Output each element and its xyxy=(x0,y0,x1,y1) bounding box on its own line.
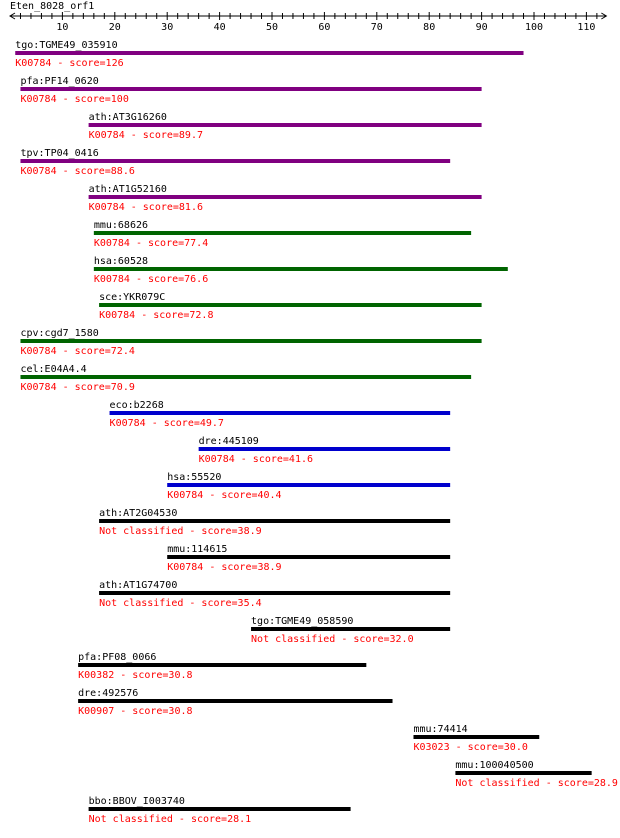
ruler-tick-label: 60 xyxy=(318,22,331,33)
hit-ko-score-link[interactable]: K00784 - score=40.4 xyxy=(167,490,282,501)
hit-ko-score-link[interactable]: K00784 - score=70.9 xyxy=(20,382,135,393)
hit-ko-score-link[interactable]: K00907 - score=30.8 xyxy=(78,706,193,717)
hit-ko-score-link[interactable]: K00784 - score=77.4 xyxy=(93,238,209,249)
hit-alignment-bar[interactable] xyxy=(99,519,450,523)
hit-row xyxy=(413,724,539,753)
hit-alignment-bar[interactable] xyxy=(99,303,482,307)
ruler-tick-label: 110 xyxy=(577,22,596,33)
hit-gene-name: tgo:TGME49_035910 xyxy=(15,40,118,51)
hit-row xyxy=(94,256,508,285)
hit-row xyxy=(167,544,450,573)
hit-gene-name: mmu:74414 xyxy=(413,724,468,735)
hit-alignment-bar[interactable] xyxy=(78,663,366,667)
hit-row xyxy=(89,112,482,141)
hit-ko-score-link[interactable]: K00784 - score=81.6 xyxy=(88,202,203,213)
hit-gene-name: pfa:PF14_0620 xyxy=(20,76,99,87)
hit-ko-score-link[interactable]: K00784 - score=72.4 xyxy=(20,346,135,357)
hit-gene-name: dre:445109 xyxy=(198,436,259,447)
hit-row xyxy=(167,472,450,501)
ruler-tick-label: 10 xyxy=(56,22,69,33)
hit-ko-score-link[interactable]: Not classified - score=28.1 xyxy=(88,814,252,825)
hit-gene-name: ath:AT1G52160 xyxy=(88,184,167,195)
hit-alignment-bar[interactable] xyxy=(20,87,481,91)
ruler-tick-label: 100 xyxy=(524,22,544,33)
hit-alignment-bar[interactable] xyxy=(94,231,471,235)
hit-alignment-bar[interactable] xyxy=(167,555,450,559)
ruler-tick-label: 30 xyxy=(161,22,174,33)
hit-ko-score-link[interactable]: K00784 - score=41.6 xyxy=(198,454,314,465)
hit-alignment-bar[interactable] xyxy=(167,483,450,487)
hit-gene-name: sce:YKR079C xyxy=(99,292,166,303)
hit-alignment-bar[interactable] xyxy=(15,51,523,55)
hit-list xyxy=(15,40,618,825)
hit-alignment-bar[interactable] xyxy=(89,807,351,811)
hit-gene-name: ath:AT1G74700 xyxy=(99,580,178,591)
hit-row xyxy=(20,328,481,357)
hit-row xyxy=(99,580,450,609)
hit-row xyxy=(251,616,450,645)
hit-row xyxy=(15,40,523,69)
ruler-tick-label: 20 xyxy=(108,22,121,33)
hit-gene-name: ath:AT2G04530 xyxy=(99,508,178,519)
hit-gene-name: tgo:TGME49_058590 xyxy=(251,616,354,627)
hit-ko-score-link[interactable]: Not classified - score=28.9 xyxy=(455,778,618,789)
hit-alignment-bar[interactable] xyxy=(20,159,450,163)
hit-row xyxy=(78,688,392,717)
hit-ko-score-link[interactable]: Not classified - score=32.0 xyxy=(251,634,414,645)
hit-row xyxy=(78,652,366,681)
hit-gene-name: hsa:60528 xyxy=(93,256,149,267)
hit-gene-name: mmu:100040500 xyxy=(455,760,534,771)
ruler-tick-label: 70 xyxy=(370,22,383,33)
ruler-tick-label: 40 xyxy=(213,22,226,33)
hit-gene-name: tpv:TP04_0416 xyxy=(20,148,99,159)
hit-row xyxy=(20,76,481,105)
hit-alignment-bar[interactable] xyxy=(251,627,450,631)
hit-gene-name: hsa:55520 xyxy=(167,472,222,483)
query-name: Eten_8028_orf1 xyxy=(10,1,95,12)
hit-gene-name: cpv:cgd7_1580 xyxy=(20,328,99,339)
hit-alignment-bar[interactable] xyxy=(20,375,471,379)
hit-gene-name: mmu:68626 xyxy=(93,220,149,231)
hit-row xyxy=(20,364,471,393)
position-ruler xyxy=(10,12,606,33)
hit-gene-name: eco:b2268 xyxy=(109,400,164,411)
ruler-tick-label: 80 xyxy=(423,22,436,33)
hit-ko-score-link[interactable]: K00784 - score=100 xyxy=(20,94,129,105)
hit-row xyxy=(455,760,618,789)
hit-ko-score-link[interactable]: Not classified - score=35.4 xyxy=(99,598,262,609)
hit-alignment-bar[interactable] xyxy=(94,267,508,271)
ruler-tick-label: 50 xyxy=(265,22,279,33)
hit-gene-name: cel:E04A4.4 xyxy=(20,364,87,375)
hit-ko-score-link[interactable]: Not classified - score=38.9 xyxy=(99,526,262,537)
hit-row xyxy=(199,436,451,465)
hit-gene-name: pfa:PF08_0066 xyxy=(78,652,157,663)
hit-row xyxy=(94,220,471,249)
hit-row xyxy=(99,292,482,321)
hit-ko-score-link[interactable]: K00784 - score=88.6 xyxy=(20,166,135,177)
hit-alignment-bar[interactable] xyxy=(20,339,481,343)
hit-alignment-bar[interactable] xyxy=(99,591,450,595)
hit-ko-score-link[interactable]: K03023 - score=30.0 xyxy=(413,742,528,753)
hit-alignment-bar[interactable] xyxy=(89,195,482,199)
hit-alignment-bar[interactable] xyxy=(89,123,482,127)
hit-gene-name: dre:492576 xyxy=(78,688,139,699)
hit-gene-name: ath:AT3G16260 xyxy=(88,112,167,123)
hit-row xyxy=(89,796,351,825)
hit-alignment-bar[interactable] xyxy=(199,447,451,451)
hit-alignment-bar[interactable] xyxy=(110,411,451,415)
ruler-tick-label: 90 xyxy=(475,22,488,33)
hit-row xyxy=(99,508,450,537)
hit-row xyxy=(110,400,451,429)
hit-row xyxy=(20,148,450,177)
hit-ko-score-link[interactable]: K00784 - score=76.6 xyxy=(93,274,209,285)
hit-ko-score-link[interactable]: K00382 - score=30.8 xyxy=(78,670,193,681)
hit-ko-score-link[interactable]: K00784 - score=72.8 xyxy=(99,310,214,321)
hit-alignment-bar[interactable] xyxy=(413,735,539,739)
hit-gene-name: mmu:114615 xyxy=(167,544,228,555)
hit-ko-score-link[interactable]: K00784 - score=89.7 xyxy=(88,130,203,141)
hit-ko-score-link[interactable]: K00784 - score=49.7 xyxy=(109,418,224,429)
hit-gene-name: bbo:BBOV_I003740 xyxy=(88,796,185,807)
hit-ko-score-link[interactable]: K00784 - score=38.9 xyxy=(167,562,282,573)
hit-row xyxy=(89,184,482,213)
hit-alignment-bar[interactable] xyxy=(455,771,591,775)
hit-alignment-bar[interactable] xyxy=(78,699,392,703)
hit-ko-score-link[interactable]: K00784 - score=126 xyxy=(15,58,124,69)
